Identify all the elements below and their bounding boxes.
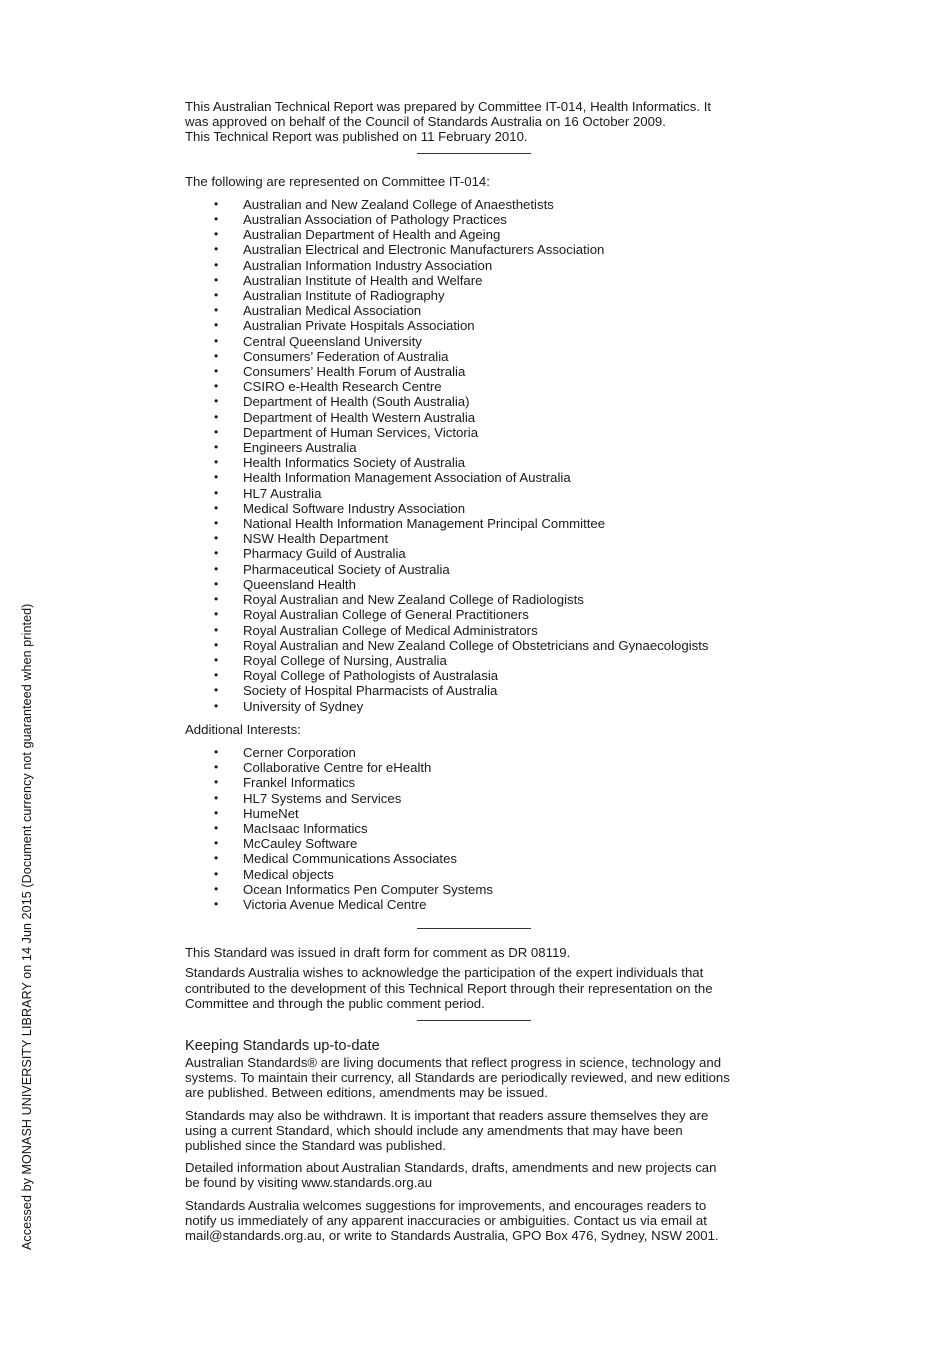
paragraph-line: using a current Standard, which should include any amendments that may have been [185,1122,683,1138]
paragraph-line: Standards Australia welcomes suggestions for improvements, and encourages readers to [185,1197,707,1213]
represented-organisation-item: • Australian Institute of Radiography [185,288,775,303]
intro-line: This Australian Technical Report was prepared by Committee IT-014, Health Informatics. It [185,99,712,114]
represented-organisation-item: • Consumers’ Health Forum of Australia [185,364,775,379]
represented-organisation-item: • Department of Health (South Australia) [185,394,775,409]
represented-organisation-item: • Australian Electrical and Electronic Manufacturers Association [185,242,775,257]
represented-organisation-item: • Queensland Health [185,577,775,592]
represented-organisation-item: • Health Information Management Association of Australia [185,470,775,485]
represented-list [185,197,775,714]
additional-interests-heading: Additional Interests: [185,721,301,737]
intro-line: This Technical Report was published on 11 February 2010. [185,129,528,145]
acknowledgement-line: Committee and through the public comment period. [185,995,485,1011]
keeping-paragraph-4 [185,1198,775,1244]
paragraph-line: be found by visiting www.standards.org.au [185,1175,433,1191]
additional-interest-item: • Victoria Avenue Medical Centre [185,897,775,912]
represented-organisation-item: • Royal Australian College of Medical Administrators [185,623,775,638]
keeping-standards-heading: Keeping Standards up-to-date [185,1037,380,1054]
paragraph-line: Standards may also be withdrawn. It is important that readers assure themselves they are [185,1107,709,1123]
represented-organisation-item: • Royal Australian and New Zealand College of Radiologists [185,592,775,607]
paragraph-line: Australian Standards® are living documents that reflect progress in science, technology and [185,1054,722,1070]
additional-interest-item: • Medical Communications Associates [185,851,775,866]
represented-organisation-item: • Australian Medical Association [185,303,775,318]
paragraph-line: are published. Between editions, amendments may be issued. [185,1085,548,1101]
divider-rule [417,1020,531,1021]
additional-interest-item: • Frankel Informatics [185,775,775,790]
document-content [185,99,775,1243]
additional-interest-item: • MacIsaac Informatics [185,821,775,836]
intro-paragraph [185,99,775,145]
keeping-paragraph-1 [185,1055,775,1101]
represented-organisation-item: • CSIRO e-Health Research Centre [185,379,775,394]
keeping-paragraph-2 [185,1108,775,1154]
represented-organisation-item: • Pharmacy Guild of Australia [185,546,775,561]
additional-interests-list [185,745,775,912]
divider-rule [417,153,531,154]
represented-organisation-item: • Engineers Australia [185,440,775,455]
represented-organisation-item: • Royal College of Pathologists of Australasia [185,668,775,683]
additional-interest-item: • Cerner Corporation [185,745,775,760]
represented-organisation-item: • Central Queensland University [185,334,775,349]
represented-organisation-item: • University of Sydney [185,699,775,714]
represented-organisation-item: • Australian Institute of Health and Welfare [185,273,775,288]
represented-organisation-item: • Australian and New Zealand College of Anaesthetists [185,197,775,212]
additional-interest-item: • HL7 Systems and Services [185,791,775,806]
intro-line: was approved on behalf of the Council of Standards Australia on 16 October 2009. [185,114,666,130]
additional-interest-item: • Ocean Informatics Pen Computer Systems [185,882,775,897]
paragraph-line: systems. To maintain their currency, all Standards are periodically reviewed, and new editions [185,1070,730,1086]
paragraph-line: Detailed information about Australian Standards, drafts, amendments and new projects can [185,1160,717,1176]
represented-organisation-item: • Australian Association of Pathology Practices [185,212,775,227]
represented-organisation-item: • Department of Health Western Australia [185,410,775,425]
represented-organisation-item: • Pharmaceutical Society of Australia [185,562,775,577]
paragraph-line: published since the Standard was published. [185,1137,446,1153]
additional-interest-item: • HumeNet [185,806,775,821]
represented-organisation-item: • Health Informatics Society of Australia [185,455,775,470]
acknowledgement-paragraph [185,965,775,1011]
represented-organisation-item: • NSW Health Department [185,531,775,546]
draft-note: This Standard was issued in draft form for comment as DR 08119. [185,945,571,961]
paragraph-line: notify us immediately of any apparent inaccuracies or ambiguities. Contact us via email at [185,1212,707,1228]
represented-organisation-item: • Royal Australian and New Zealand College of Obstetricians and Gynaecologists [185,638,775,653]
keeping-paragraph-3 [185,1160,775,1190]
represented-heading: The following are represented on Committee IT-014: [185,173,490,189]
acknowledgement-line: Standards Australia wishes to acknowledge the participation of the expert individuals that [185,965,704,981]
divider-rule [417,928,531,929]
represented-organisation-item: • Medical Software Industry Association [185,501,775,516]
access-watermark-note: Accessed by MONASH UNIVERSITY LIBRARY on 14 Jun 2015 (Document currency not guaranteed when printed) [20,603,34,1250]
additional-interest-item: • Medical objects [185,867,775,882]
represented-organisation-item: • HL7 Australia [185,486,775,501]
paragraph-line: mail@standards.org.au, or write to Standards Australia, GPO Box 476, Sydney, NSW 2001. [185,1228,719,1243]
represented-organisation-item: • Society of Hospital Pharmacists of Australia [185,683,775,698]
represented-organisation-item: • Consumers’ Federation of Australia [185,349,775,364]
represented-organisation-item: • Department of Human Services, Victoria [185,425,775,440]
represented-organisation-item: • National Health Information Management Principal Committee [185,516,775,531]
represented-organisation-item: • Australian Information Industry Association [185,258,775,273]
acknowledgement-line: contributed to the development of this Technical Report through their representation on the [185,980,713,996]
represented-organisation-item: • Royal College of Nursing, Australia [185,653,775,668]
additional-interest-item: • Collaborative Centre for eHealth [185,760,775,775]
represented-organisation-item: • Australian Department of Health and Ageing [185,227,775,242]
additional-interest-item: • McCauley Software [185,836,775,851]
represented-organisation-item: • Royal Australian College of General Practitioners [185,607,775,622]
represented-organisation-item: • Australian Private Hospitals Association [185,318,775,333]
